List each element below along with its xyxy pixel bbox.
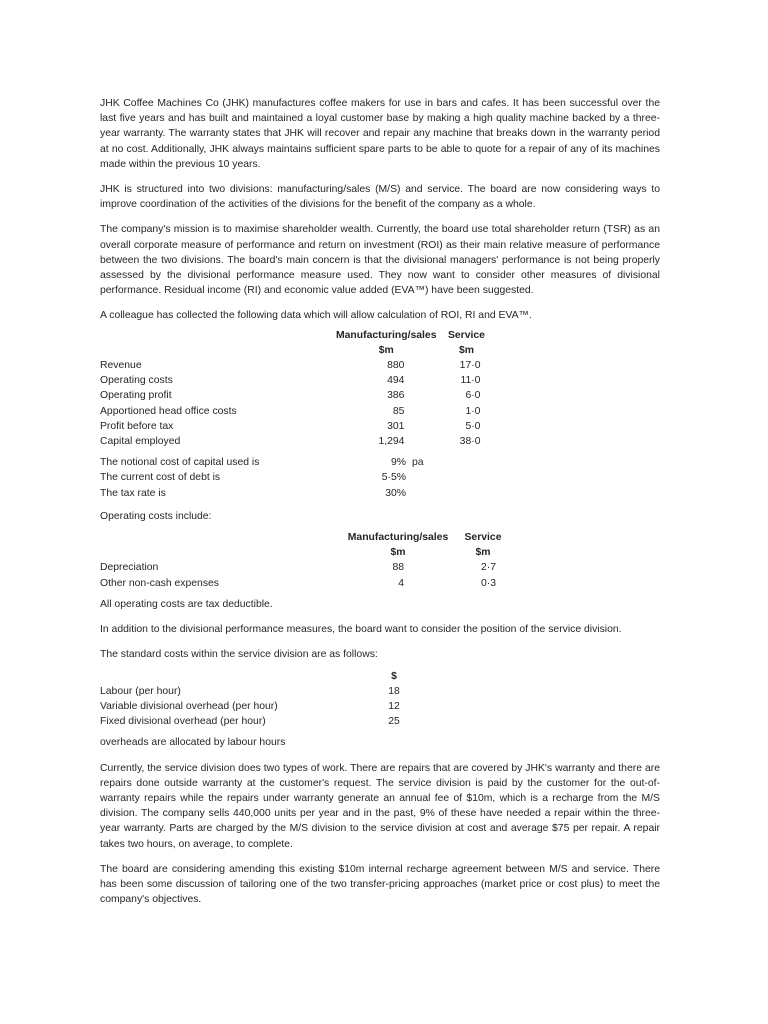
service-value: 0·3 (480, 577, 496, 589)
row-label: Capital employed (100, 436, 181, 448)
rate-value: 5·5% (381, 472, 406, 484)
paragraph-overheads-note: overheads are allocated by labour hours (100, 737, 286, 749)
operating-costs-table (100, 530, 514, 591)
rate-value: 30% (385, 487, 406, 499)
cost-value: 25 (388, 716, 400, 728)
unit-ms: $m (378, 344, 394, 356)
ms-value: 88 (392, 562, 404, 574)
service-value: 1·0 (465, 405, 481, 417)
unit-service: $m (475, 547, 491, 559)
row-label: Operating profit (100, 390, 172, 402)
paragraph-service-position: In addition to the divisional performance measures, the board want to consider the position of the service division. (100, 624, 622, 636)
service-value: 6·0 (465, 390, 481, 402)
ms-value: 494 (387, 375, 405, 387)
rate-label: The notional cost of capital used is (100, 457, 260, 469)
column-header-service: Service (464, 532, 502, 544)
table-row (100, 434, 496, 449)
row-label: Revenue (100, 360, 142, 372)
table-row (100, 388, 496, 403)
unit-ms: $m (390, 547, 406, 559)
table-row (100, 358, 496, 373)
ms-value: 85 (392, 405, 405, 417)
row-label: Operating costs (100, 375, 173, 387)
paragraph-standard-costs: The standard costs within the service division are as follows: (100, 649, 378, 661)
row-label: Profit before tax (100, 420, 174, 432)
rate-suffix (406, 486, 436, 501)
service-value: 2·7 (480, 562, 496, 574)
column-header-service: Service (447, 329, 485, 341)
ms-value: 880 (387, 360, 405, 372)
rates-table (100, 455, 436, 501)
row-label: Variable divisional overhead (per hour) (100, 700, 278, 712)
paragraph-intro: JHK Coffee Machines Co (JHK) manufactures coffee makers for use in bars and cafes. It has been successful over the last five years and has built and maintained a loyal customer base by making a high quality machine backed by a three-year warranty. The warranty states that JHK will recover and repair any machine that breaks down in the warranty period at no cost. Additionally, JHK always maintains sufficient spare parts to be able to quote for a repair of any of its machines made within the previous 10 years. (100, 98, 660, 170)
cost-value: 12 (388, 700, 400, 712)
ms-value: 386 (387, 390, 405, 402)
table-row (100, 373, 496, 388)
paragraph-operating-costs: Operating costs include: (100, 510, 212, 522)
column-header-ms: Manufacturing/sales (336, 329, 437, 341)
standard-costs-table (100, 669, 408, 730)
ms-value: 301 (387, 420, 405, 432)
row-label: Other non-cash expenses (100, 577, 219, 589)
rate-suffix (406, 470, 436, 485)
document-page (100, 96, 660, 917)
service-value: 5·0 (465, 420, 481, 432)
row-label: Apportioned head office costs (100, 405, 237, 417)
table-row (100, 684, 408, 699)
rate-label: The tax rate is (100, 487, 166, 499)
paragraph-structure: JHK is structured into two divisions: manufacturing/sales (M/S) and service. The board are now considering ways to improve coordination of the activities of the divisions for the benefit of the company as a whole. (100, 184, 660, 211)
column-header-ms: Manufacturing/sales (347, 532, 449, 544)
row-label: Depreciation (100, 562, 159, 574)
rate-suffix: pa (412, 457, 424, 469)
rate-row (100, 455, 436, 470)
ms-value: 4 (398, 577, 404, 589)
cost-value: 18 (388, 685, 400, 697)
paragraph-service-work: Currently, the service division does two types of work. There are repairs that are covered by JHK's warranty and there are repairs done outside warranty at the customer's request. The service division is paid by the customer for the out-of-warranty repairs while the repairs under warranty generate an annual fee of $10m, which is a recharge from the M/S division. The company sells 440,000 units per year and in the past, 9% of these have needed a repair within the three-year warranty. Parts are charged by the M/S division to the service division at cost and average $75 per repair. A repair takes two hours, on average, to complete. (100, 762, 660, 850)
rate-row (100, 486, 436, 501)
paragraph-recharge-agreement: The board are considering amending this existing $10m internal recharge agreement between M/S and service. There has been some discussion of tailoring one of the two transfer-pricing approaches (market price or cost plus) to meet the company's objectives. (100, 863, 660, 906)
table-row (100, 419, 496, 434)
row-label: Fixed divisional overhead (per hour) (100, 716, 266, 728)
service-value: 17·0 (459, 360, 481, 372)
rate-label: The current cost of debt is (100, 472, 221, 484)
divisional-results-table (100, 328, 496, 450)
table-row (100, 560, 514, 575)
unit-dollar: $ (391, 670, 397, 682)
paragraph-mission: The company's mission is to maximise shareholder wealth. Currently, the board use total shareholder return (TSR) as an overall corporate measure of performance and return on investment (ROI) as their main relative measure of performance between the two divisions. The board's main concern is that the divisional managers' performance is not being properly assessed by the divisional performance measure used. They now want to consider other measures of divisional performance. Residual income (RI) and economic value added (EVA™) have been suggested. (100, 224, 660, 297)
rate-row (100, 470, 436, 485)
row-label: Labour (per hour) (100, 685, 181, 697)
table-row (100, 714, 408, 729)
paragraph-tax-deductible: All operating costs are tax deductible. (100, 598, 273, 610)
ms-value: 1,294 (378, 436, 405, 448)
rate-value: 9% (390, 457, 406, 469)
unit-service: $m (458, 344, 474, 356)
table-row (100, 404, 496, 419)
service-value: 11·0 (460, 375, 481, 387)
paragraph-data-intro: A colleague has collected the following data which will allow calculation of ROI, RI and EVA™. (100, 310, 532, 322)
table-row (100, 699, 408, 714)
table-row (100, 576, 514, 591)
service-value: 38·0 (459, 436, 481, 448)
